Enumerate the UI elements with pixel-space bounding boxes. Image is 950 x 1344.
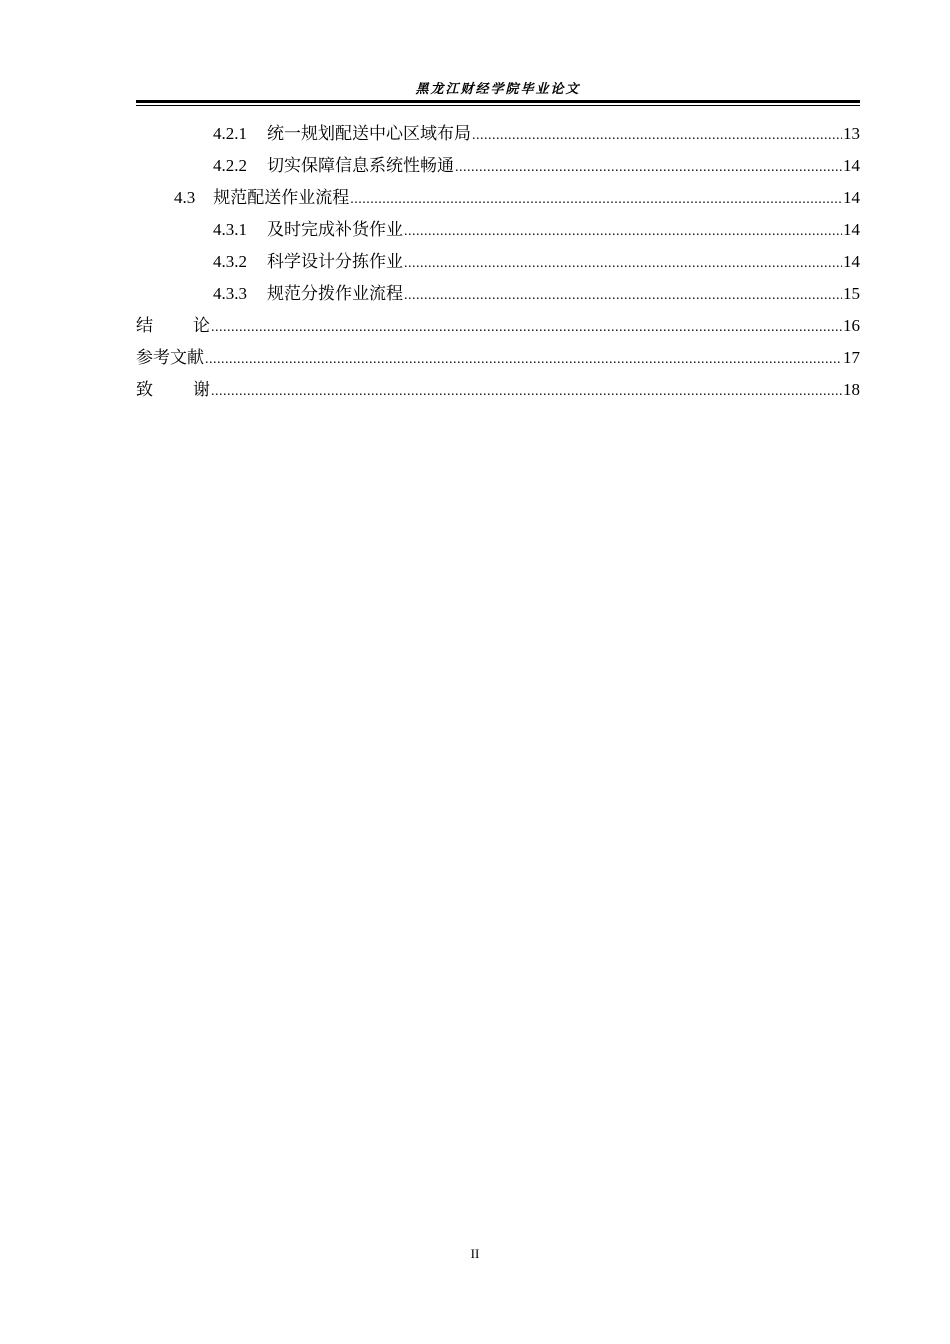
header-rule-thick — [136, 100, 860, 103]
toc-entry-4-3-2[interactable] — [136, 246, 860, 278]
toc-entry-title — [136, 310, 210, 342]
toc-entry-title: 切实保障信息系统性畅通 — [267, 156, 454, 175]
toc-entry-page: 18 — [843, 380, 860, 399]
dot-leader — [404, 216, 842, 248]
dot-leader — [211, 376, 842, 408]
toc-entry-title-char: 论 — [193, 316, 210, 335]
toc-entry-4-2-1[interactable] — [136, 118, 860, 150]
toc-entry-4-3[interactable] — [136, 182, 860, 214]
toc-entry-title: 规范分拨作业流程 — [267, 284, 403, 303]
toc-entry-number: 4.3 — [174, 188, 196, 207]
toc-entry-title: 统一规划配送中心区域布局 — [267, 124, 471, 143]
dot-leader — [404, 280, 842, 312]
toc-entry-title-char: 谢 — [193, 380, 210, 399]
dot-leader — [350, 184, 842, 216]
dot-leader — [455, 152, 842, 184]
toc-entry-page: 13 — [843, 124, 860, 143]
toc-entry-references[interactable] — [136, 342, 860, 374]
toc-entry-page: 17 — [843, 348, 860, 367]
table-of-contents — [136, 118, 860, 406]
toc-entry-title: 规范配送作业流程 — [213, 188, 350, 207]
toc-entry-title: 及时完成补货作业 — [267, 220, 403, 239]
dot-leader — [205, 344, 842, 376]
toc-entry-number: 4.3.3 — [213, 284, 247, 303]
toc-entry-number: 4.2.2 — [213, 156, 247, 175]
dot-leader — [211, 312, 842, 344]
header-rule-thin — [136, 105, 860, 106]
toc-entry-number: 4.2.1 — [213, 124, 247, 143]
toc-entry-title: 参考文献 — [136, 348, 204, 367]
toc-entry-4-2-2[interactable] — [136, 150, 860, 182]
page-number-footer: II — [470, 1246, 480, 1261]
toc-entry-title — [136, 374, 210, 406]
toc-entry-4-3-1[interactable] — [136, 214, 860, 246]
dot-leader — [472, 120, 842, 152]
dot-leader — [404, 248, 842, 280]
toc-entry-title-char: 结 — [136, 316, 153, 335]
toc-entry-page: 14 — [843, 252, 860, 271]
toc-entry-number: 4.3.1 — [213, 220, 247, 239]
toc-entry-title: 科学设计分拣作业 — [267, 252, 403, 271]
page-header-title: 黑龙江财经学院毕业论文 — [415, 81, 581, 96]
toc-entry-conclusion[interactable] — [136, 310, 860, 342]
toc-entry-4-3-3[interactable] — [136, 278, 860, 310]
toc-entry-page: 14 — [843, 156, 860, 175]
toc-entry-page: 14 — [843, 188, 860, 207]
toc-entry-page: 14 — [843, 220, 860, 239]
toc-entry-page: 15 — [843, 284, 860, 303]
toc-entry-title-char: 致 — [136, 380, 153, 399]
toc-entry-page: 16 — [843, 316, 860, 335]
toc-entry-number: 4.3.2 — [213, 252, 247, 271]
toc-entry-acknowledgements[interactable] — [136, 374, 860, 406]
